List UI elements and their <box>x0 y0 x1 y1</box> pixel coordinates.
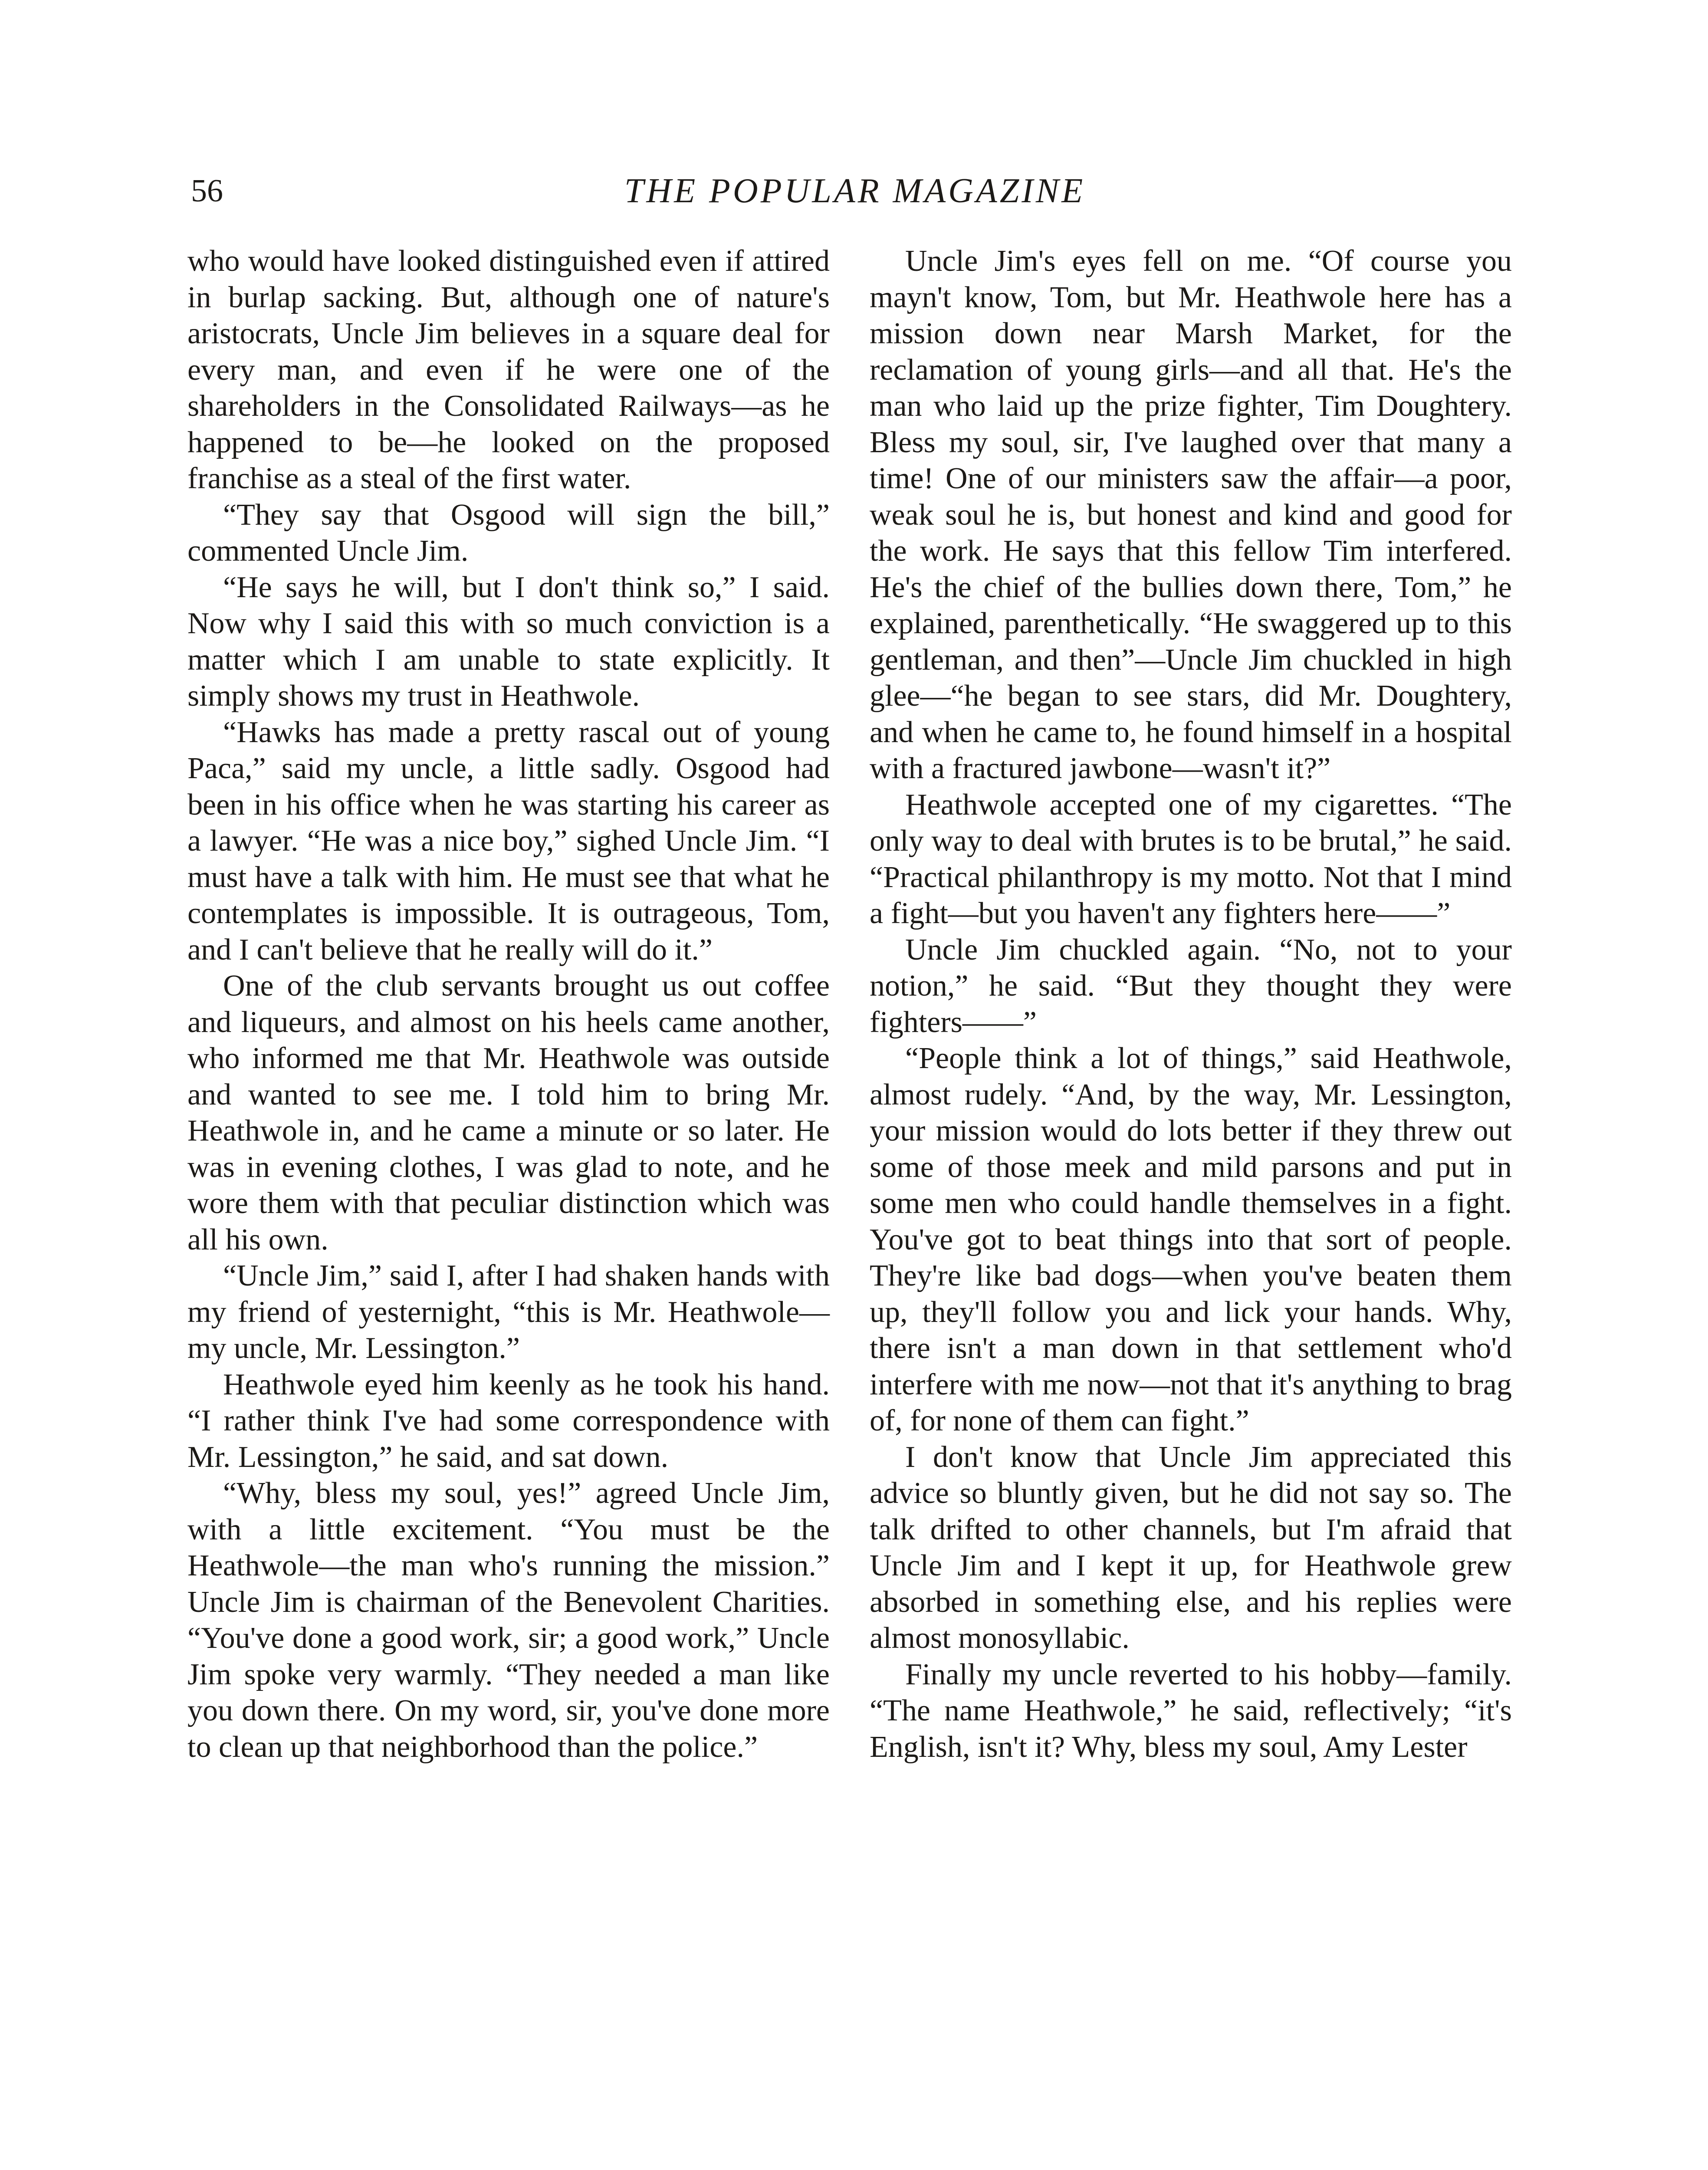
paragraph: Uncle Jim's eyes fell on me. “Of course you mayn't know, Tom, but Mr. Heathwole here has a mission down near Marsh Market, for the reclamation of young girls—and all that. He's the man who laid up the prize fighter, Tim Doughtery. Bless my soul, sir, I've laughed over that many a time! One of our ministers saw the affair—a poor, weak soul he is, but honest and kind and good for the work. He says that this fellow Tim interfered. He's the chief of the bullies down there, Tom,” he explained, parenthetically. “He swaggered up to this gentleman, and then”—Uncle Jim chuckled in high glee—“he began to see stars, did Mr. Doughtery, and when he came to, he found himself in a hospital with a fractured jawbone—wasn't it?” <box>870 244 1512 785</box>
paragraph: “Uncle Jim,” said I, after I had shaken hands with my friend of yesternight, “this is Mr. Heathwole—my uncle, Mr. Lessington.” <box>187 1259 830 1365</box>
left-column <box>187 243 830 1765</box>
paragraph: “They say that Osgood will sign the bill,” commented Uncle Jim. <box>187 498 830 568</box>
page-header <box>191 167 1519 215</box>
running-title: THE POPULAR MAGAZINE <box>624 172 1086 210</box>
paragraph: “He says he will, but I don't think so,” I said. Now why I said this with so much conviction is a matter which I am unable to state explicitly. It simply shows my trust in Heathwole. <box>187 570 830 713</box>
right-column <box>870 243 1512 1765</box>
paragraph: I don't know that Uncle Jim appreciated this advice so bluntly given, but he did not say so. The talk drifted to other channels, but I'm afraid that Uncle Jim and I kept it up, for Heathwole grew absorbed in something else, and his replies were almost monosyllabic. <box>870 1440 1512 1655</box>
paragraph: Heathwole eyed him keenly as he took his hand. “I rather think I've had some correspondence with Mr. Lessington,” he said, and sat down. <box>187 1368 830 1474</box>
paragraph: “Why, bless my soul, yes!” agreed Uncle Jim, with a little excitement. “You must be the Heathwole—the man who's running the mission.” Uncle Jim is chairman of the Benevolent Charities. “You've done a good work, sir; a good work,” Uncle Jim spoke very warmly. “They needed a man like you down there. On my word, sir, you've done more to clean up that neighborhood than the police.” <box>187 1476 830 1764</box>
page-number: 56 <box>191 173 223 209</box>
paragraph: who would have looked distinguished even if attired in burlap sacking. But, although one of nature's aristocrats, Uncle Jim believes in a square deal for every man, and even if he were one of the shareholders in the Consolidated Railways—as he happened to be—he looked on the proposed franchise as a steal of the first water. <box>187 244 830 495</box>
paragraph: Finally my uncle reverted to his hobby—family. “The name Heathwole,” he said, reflectively; “it's English, isn't it? Why, bless my soul, Amy Lester <box>870 1657 1512 1764</box>
paragraph: Uncle Jim chuckled again. “No, not to your notion,” he said. “But they thought they were fighters——” <box>870 933 1512 1039</box>
paragraph: “People think a lot of things,” said Heathwole, almost rudely. “And, by the way, Mr. Lessington, your mission would do lots better if they threw out some of those meek and mild parsons and put in some men who could handle themselves in a fight. You've got to beat things into that sort of people. They're like bad dogs—when you've beaten them up, they'll follow you and lick your hands. Why, there isn't a man down in that settlement who'd interfere with me now—not that it's anything to brag of, for none of them can fight.” <box>870 1042 1512 1437</box>
paragraph: “Hawks has made a pretty rascal out of young Paca,” said my uncle, a little sadly. Osgood had been in his office when he was starting his career as a lawyer. “He was a nice boy,” sighed Uncle Jim. “I must have a talk with him. He must see that what he contemplates is impossible. It is outrageous, Tom, and I can't believe that he really will do it.” <box>187 715 830 967</box>
paragraph: Heathwole accepted one of my cigarettes. “The only way to deal with brutes is to be brutal,” he said. “Practical philanthropy is my motto. Not that I mind a fight—but you haven't any fighters here——” <box>870 788 1512 930</box>
paragraph: One of the club servants brought us out coffee and liqueurs, and almost on his heels came another, who informed me that Mr. Heathwole was outside and wanted to see me. I told him to bring Mr. Heathwole in, and he came a minute or so later. He was in evening clothes, I was glad to note, and he wore them with that peculiar distinction which was all his own. <box>187 969 830 1256</box>
